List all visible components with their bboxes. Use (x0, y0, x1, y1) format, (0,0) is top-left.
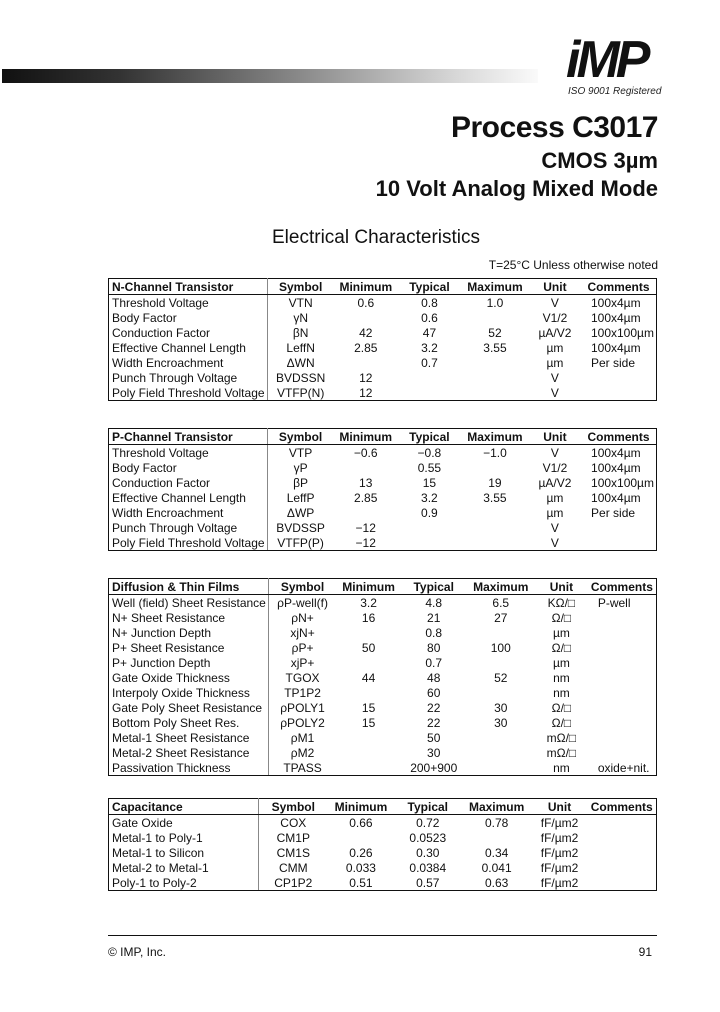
cell-maximum: 3.55 (483, 490, 507, 505)
cell-maximum (461, 310, 529, 325)
cell-comments: 100x4µm (591, 460, 641, 475)
table-row (109, 520, 657, 535)
cell-unit: V (550, 445, 559, 460)
cell-minimum (336, 730, 401, 745)
cell-maximum (467, 745, 535, 760)
cell-typical: 22 (427, 700, 441, 715)
cell-symbol: ΔWP (286, 505, 315, 520)
cell-symbol: TGOX (285, 670, 320, 685)
cell-maximum (462, 830, 532, 845)
column-header-comments: Comments (581, 429, 656, 445)
cell-unit: V (550, 520, 559, 535)
cell-comments (588, 685, 657, 700)
column-header-maximum: Maximum (467, 579, 535, 595)
cell-comments (588, 610, 657, 625)
cell-symbol: ρP+ (291, 640, 314, 655)
cell-symbol: LeffP (286, 490, 315, 505)
table-row (109, 595, 657, 611)
table-row (109, 700, 657, 715)
cell-unit: Ω/□ (551, 715, 572, 730)
cell-maximum: 52 (494, 670, 508, 685)
cell-unit: Ω/□ (551, 640, 572, 655)
cell-minimum: 2.85 (354, 490, 378, 505)
cell-parameter: Metal-1 to Silicon (109, 845, 259, 860)
cell-typical: 200+900 (401, 760, 467, 776)
process-subtitle: CMOS 3µm (541, 148, 658, 173)
table-header-row (109, 279, 657, 295)
cell-typical: 15 (422, 475, 437, 490)
cell-parameter: Poly Field Threshold Voltage (109, 535, 268, 551)
table-header-row (109, 579, 657, 595)
column-header-comments: Comments (587, 799, 656, 815)
cell-unit: fF/µm2 (540, 860, 579, 875)
cell-typical: 47 (422, 325, 437, 340)
column-header-typical: Typical (398, 429, 461, 445)
table-row (109, 715, 657, 730)
column-header-minimum: Minimum (334, 279, 398, 295)
cell-minimum: 0.51 (328, 875, 394, 891)
copyright: © IMP, Inc. (108, 945, 166, 959)
cell-maximum: 0.63 (462, 875, 532, 891)
cell-comments (588, 715, 657, 730)
cell-unit: fF/µm2 (532, 875, 588, 891)
table-row (109, 655, 657, 670)
cell-typical: 30 (427, 745, 441, 760)
cell-maximum (461, 460, 529, 475)
cell-parameter: Punch Through Voltage (109, 370, 268, 385)
column-header-typical: Typical (394, 799, 462, 815)
cell-unit: V (550, 295, 559, 310)
cell-minimum: 3.2 (360, 595, 377, 610)
table-header-row (109, 799, 657, 815)
cell-symbol: γP (293, 460, 308, 475)
table-row (109, 670, 657, 685)
cell-typical: 22 (427, 715, 441, 730)
cell-unit: mΩ/□ (546, 730, 577, 745)
cell-comments: 100x100µm (590, 325, 654, 340)
cell-parameter: Passivation Thickness (109, 760, 269, 776)
table-row (109, 490, 657, 505)
cell-parameter: Interpoly Oxide Thickness (109, 685, 269, 700)
column-header-maximum: Maximum (461, 279, 529, 295)
column-header-maximum: Maximum (462, 799, 532, 815)
cell-parameter: Gate Oxide (109, 815, 259, 831)
column-header-maximum: Maximum (461, 429, 529, 445)
table-row (109, 845, 657, 860)
table-row (109, 730, 657, 745)
cell-typical (398, 535, 461, 551)
column-header-typical: Typical (401, 579, 467, 595)
cell-parameter: Threshold Voltage (109, 445, 268, 461)
cell-parameter: Bottom Poly Sheet Res. (109, 715, 269, 730)
cell-maximum (467, 655, 535, 670)
table-row (109, 325, 657, 340)
cell-minimum: 12 (359, 370, 373, 385)
cell-symbol: VTFP(P) (267, 535, 334, 551)
cell-maximum: 6.5 (492, 595, 510, 610)
cell-maximum (461, 355, 529, 370)
capacitance-table (108, 798, 657, 891)
cell-symbol: βP (293, 475, 309, 490)
cell-typical: 80 (427, 640, 441, 655)
cell-unit: nm (553, 685, 570, 700)
cell-typical: 4.8 (425, 595, 443, 610)
column-header-comments: Comments (588, 579, 657, 595)
cell-minimum (336, 745, 401, 760)
cell-comments (588, 625, 657, 640)
cell-comments: 100x4µm (591, 445, 641, 460)
cell-minimum (328, 830, 394, 845)
cell-unit: µA/V2 (538, 325, 572, 340)
n-channel-table (108, 278, 657, 401)
cell-parameter: Metal-1 to Poly-1 (109, 830, 259, 845)
cell-unit: Ω/□ (551, 700, 572, 715)
cell-minimum (334, 310, 398, 325)
process-description: 10 Volt Analog Mixed Mode (375, 176, 658, 201)
cell-unit: µm (546, 355, 564, 370)
column-header-symbol: Symbol (268, 579, 336, 595)
cell-maximum: 52 (488, 325, 502, 340)
cell-typical: 0.8 (421, 295, 438, 310)
cell-symbol: TPASS (268, 760, 336, 776)
cell-typical (398, 370, 461, 385)
page-number: 91 (638, 945, 652, 959)
cell-comments: 100x4µm (590, 340, 641, 355)
table-row (109, 460, 657, 475)
cell-parameter: Metal-2 Sheet Resistance (109, 745, 269, 760)
cell-comments: 100x100µm (591, 475, 654, 490)
cell-comments (587, 830, 656, 845)
cell-parameter: P+ Junction Depth (109, 655, 269, 670)
column-header-comments: Comments (581, 279, 657, 295)
cell-symbol: ΔWN (286, 355, 315, 370)
imp-logo: iMP (566, 31, 647, 89)
cell-parameter: Threshold Voltage (109, 295, 268, 311)
table-row (109, 830, 657, 845)
cell-unit: KΩ/□ (547, 595, 576, 610)
cell-minimum: 16 (361, 610, 376, 625)
table-row (109, 445, 657, 461)
table-row (109, 370, 657, 385)
cell-typical: 0.0523 (409, 830, 447, 845)
cell-parameter: Body Factor (109, 460, 268, 475)
cell-typical: −0.8 (417, 445, 442, 460)
column-header-unit: Unit (535, 579, 588, 595)
cell-parameter: Gate Poly Sheet Resistance (109, 700, 269, 715)
cell-symbol: ρM2 (290, 745, 315, 760)
cell-symbol: BVDSSP (276, 520, 325, 535)
test-conditions: T=25°C Unless otherwise noted (488, 258, 658, 272)
column-header-minimum: Minimum (336, 579, 401, 595)
table-row (109, 310, 657, 325)
table-row (109, 625, 657, 640)
cell-maximum (467, 730, 535, 745)
cell-unit: nm (535, 760, 588, 776)
cell-symbol: CM1S (276, 845, 310, 860)
cell-symbol: ρN+ (291, 610, 314, 625)
table-row (109, 505, 657, 520)
cell-typical: 48 (427, 670, 441, 685)
cell-maximum (461, 520, 529, 535)
cell-comments: Per side (590, 355, 636, 370)
cell-parameter: Width Encroachment (109, 505, 268, 520)
cell-parameter: Well (field) Sheet Resistance (109, 595, 269, 611)
cell-symbol: TP1P2 (284, 685, 321, 700)
section-title: Electrical Characteristics (272, 227, 480, 248)
cell-unit: fF/µm2 (540, 830, 579, 845)
cell-parameter: Effective Channel Length (109, 340, 268, 355)
cell-symbol: CM1P (276, 830, 310, 845)
column-header-minimum: Minimum (334, 429, 398, 445)
table-row (109, 875, 657, 891)
cell-symbol: BVDSSN (275, 370, 326, 385)
cell-typical: 0.8 (425, 625, 443, 640)
cell-parameter: Width Encroachment (109, 355, 268, 370)
cell-maximum (461, 370, 529, 385)
cell-typical: 0.57 (394, 875, 462, 891)
cell-parameter: Metal-2 to Metal-1 (109, 860, 259, 875)
cell-unit: µm (552, 625, 570, 640)
cell-parameter: Punch Through Voltage (109, 520, 268, 535)
table-row (109, 815, 657, 831)
table-row (109, 340, 657, 355)
cell-symbol: βN (292, 325, 309, 340)
cell-unit: fF/µm2 (540, 845, 579, 860)
cell-unit: V (529, 535, 581, 551)
cell-typical: 3.2 (421, 490, 438, 505)
cell-maximum (467, 685, 535, 700)
cell-typical: 3.2 (421, 340, 438, 355)
cell-unit: Ω/□ (551, 610, 572, 625)
cell-comments: 100x4µm (591, 490, 641, 505)
cell-typical: 0.9 (421, 505, 438, 520)
cell-comments (587, 815, 656, 831)
cell-unit: µm (546, 505, 564, 520)
table-row (109, 860, 657, 875)
cell-comments (581, 370, 657, 385)
column-header-symbol: Symbol (267, 429, 334, 445)
table-row (109, 385, 657, 401)
cell-parameter: Effective Channel Length (109, 490, 268, 505)
cell-unit: fF/µm2 (540, 815, 579, 830)
cell-maximum: 0.34 (484, 845, 509, 860)
column-header-minimum: Minimum (328, 799, 394, 815)
cell-symbol: ρPOLY1 (280, 700, 325, 715)
cell-parameter: Poly-1 to Poly-2 (109, 875, 259, 891)
cell-minimum: 0.6 (357, 295, 375, 310)
cell-maximum: 1.0 (486, 295, 504, 310)
cell-maximum (461, 505, 529, 520)
cell-parameter: N+ Sheet Resistance (109, 610, 269, 625)
cell-minimum (336, 625, 401, 640)
cell-unit: µm (552, 655, 570, 670)
column-header-parameter: P-Channel Transistor (109, 429, 268, 445)
cell-maximum: 0.041 (481, 860, 512, 875)
cell-parameter: Poly Field Threshold Voltage (109, 385, 268, 401)
cell-comments (587, 860, 656, 875)
cell-symbol: VTFP(N) (267, 385, 334, 401)
cell-parameter: Body Factor (109, 310, 268, 325)
cell-minimum (336, 685, 401, 700)
iso-registration: ISO 9001 Registered (568, 86, 662, 97)
cell-unit: V1/2 (542, 460, 568, 475)
cell-minimum (334, 505, 398, 520)
cell-symbol: xjN+ (290, 625, 315, 640)
cell-symbol: ρM1 (290, 730, 315, 745)
cell-typical: 0.30 (416, 845, 440, 860)
cell-maximum: 100 (490, 640, 511, 655)
cell-minimum: 44 (361, 670, 376, 685)
cell-typical: 0.55 (417, 460, 442, 475)
cell-minimum: 15 (361, 715, 376, 730)
cell-minimum: 42 (359, 325, 373, 340)
cell-symbol: ρP-well(f) (277, 595, 328, 610)
cell-parameter: Gate Oxide Thickness (109, 670, 269, 685)
column-header-symbol: Symbol (267, 279, 334, 295)
cell-unit: µm (546, 340, 564, 355)
table-row (109, 475, 657, 490)
cell-minimum: 50 (361, 640, 376, 655)
cell-unit: µm (546, 490, 564, 505)
cell-minimum: 15 (361, 700, 376, 715)
cell-comments: Per side (591, 505, 636, 520)
cell-maximum: 3.55 (483, 340, 507, 355)
cell-comments (588, 730, 657, 745)
cell-minimum: −12 (334, 535, 398, 551)
cell-minimum: 0.66 (349, 815, 373, 830)
footer-rule (108, 935, 657, 936)
column-header-symbol: Symbol (258, 799, 328, 815)
column-header-typical: Typical (398, 279, 461, 295)
cell-minimum: 2.85 (354, 340, 378, 355)
cell-typical: 0.7 (421, 355, 438, 370)
cell-typical: 0.0384 (409, 860, 447, 875)
cell-symbol: CP1P2 (258, 875, 328, 891)
cell-comments: oxide+nit. (588, 760, 657, 776)
cell-unit: µA/V2 (538, 475, 572, 490)
cell-comments (587, 845, 656, 860)
cell-typical: 50 (427, 730, 441, 745)
cell-parameter: N+ Junction Depth (109, 625, 269, 640)
cell-symbol: CMM (278, 860, 308, 875)
table-row (109, 760, 657, 776)
cell-parameter: Conduction Factor (109, 475, 268, 490)
cell-comments (581, 535, 656, 551)
cell-parameter: Conduction Factor (109, 325, 268, 340)
cell-minimum: −12 (355, 520, 376, 535)
cell-unit: mΩ/□ (546, 745, 577, 760)
cell-minimum: 0.033 (345, 860, 376, 875)
cell-maximum: 30 (494, 700, 508, 715)
table-row (109, 640, 657, 655)
cell-maximum (467, 625, 535, 640)
p-channel-table (108, 428, 657, 551)
column-header-unit: Unit (529, 429, 581, 445)
cell-symbol: γN (293, 310, 308, 325)
table-row (109, 295, 657, 311)
page-title: Process C3017 (451, 111, 658, 144)
cell-maximum: 0.78 (484, 815, 509, 830)
cell-comments (588, 700, 657, 715)
column-header-parameter: Diffusion & Thin Films (109, 579, 269, 595)
cell-symbol: xjP+ (290, 655, 315, 670)
cell-minimum (336, 760, 401, 776)
cell-unit: V1/2 (542, 310, 568, 325)
cell-minimum: 12 (334, 385, 398, 401)
cell-symbol: LeffN (286, 340, 315, 355)
column-header-parameter: Capacitance (109, 799, 259, 815)
cell-typical (398, 520, 461, 535)
cell-minimum (336, 655, 401, 670)
cell-maximum: 27 (494, 610, 508, 625)
cell-parameter: P+ Sheet Resistance (109, 640, 269, 655)
cell-comments (581, 520, 656, 535)
cell-maximum (461, 385, 529, 401)
table-row (109, 535, 657, 551)
table-row (109, 610, 657, 625)
cell-comments (588, 745, 657, 760)
cell-comments: P-well (597, 595, 631, 610)
cell-maximum (467, 760, 535, 776)
cell-maximum: 30 (494, 715, 508, 730)
cell-maximum: 19 (488, 475, 502, 490)
cell-maximum (461, 535, 529, 551)
cell-typical: 0.72 (416, 815, 440, 830)
cell-minimum (334, 460, 398, 475)
cell-symbol: ρPOLY2 (280, 715, 325, 730)
diffusion-thin-films-table (108, 578, 657, 776)
cell-parameter: Metal-1 Sheet Resistance (109, 730, 269, 745)
column-header-unit: Unit (532, 799, 588, 815)
header-gradient-bar (2, 69, 538, 83)
column-header-unit: Unit (529, 279, 581, 295)
cell-maximum: −1.0 (483, 445, 507, 460)
table-row (109, 685, 657, 700)
cell-comments: 100x4µm (590, 310, 641, 325)
cell-comments (588, 670, 657, 685)
cell-comments: 100x4µm (590, 295, 641, 310)
cell-minimum: 0.26 (349, 845, 373, 860)
cell-unit: nm (553, 670, 570, 685)
cell-minimum: −0.6 (353, 445, 378, 460)
cell-typical (398, 385, 461, 401)
cell-unit: V (529, 385, 581, 401)
cell-typical: 60 (427, 685, 441, 700)
table-row (109, 745, 657, 760)
table-row (109, 355, 657, 370)
cell-comments (587, 875, 656, 891)
table-header-row (109, 429, 657, 445)
cell-symbol: VTP (288, 445, 313, 460)
cell-unit: V (550, 370, 559, 385)
column-header-parameter: N-Channel Transistor (109, 279, 268, 295)
cell-typical: 21 (427, 610, 441, 625)
cell-comments (588, 655, 657, 670)
cell-symbol: VTN (288, 295, 313, 310)
cell-typical: 0.7 (425, 655, 443, 670)
cell-typical: 0.6 (421, 310, 438, 325)
cell-comments (588, 640, 657, 655)
cell-symbol: COX (280, 815, 307, 830)
cell-minimum: 13 (359, 475, 373, 490)
cell-comments (581, 385, 657, 401)
cell-minimum (334, 355, 398, 370)
